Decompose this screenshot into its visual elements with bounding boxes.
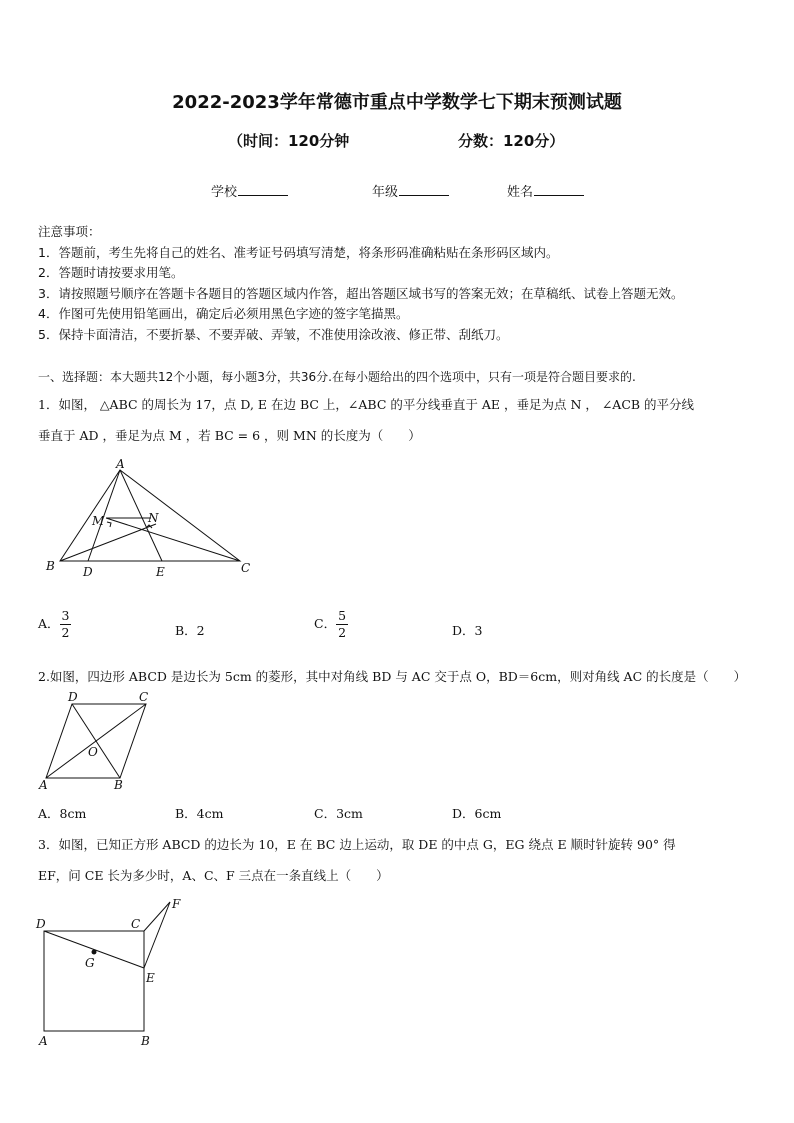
- notes-heading: 注意事项：: [38, 224, 101, 239]
- label-d: D: [36, 917, 46, 931]
- note-item: 1．答题前，考生先将自己的姓名、准考证号码填写清楚，将条形码准确粘贴在条形码区域内。: [38, 244, 559, 260]
- diagonal-ac: [46, 704, 146, 778]
- label-e: E: [156, 565, 165, 579]
- label-a: A: [116, 457, 125, 471]
- page-title: 2022-2023学年常德市重点中学数学七下期末预测试题: [172, 92, 622, 113]
- label-c: C: [131, 917, 141, 931]
- q2-text: 2.如图，四边形 ABCD 是边长为 5cm 的菱形，其中对角线 BD 与 AC 交于点 O，BD＝6cm，则对角线 AC 的长度是（ ）: [38, 669, 747, 684]
- bisector-c: [106, 518, 240, 561]
- segment-cf: [144, 902, 170, 931]
- school-blank: [238, 183, 288, 196]
- q1-option-a[interactable]: [38, 608, 71, 641]
- label-m: M: [92, 514, 105, 528]
- q3-figure: [34, 896, 194, 1054]
- q2-option-b[interactable]: B．4cm: [175, 806, 224, 821]
- exam-score: 分数：120分）: [458, 132, 565, 150]
- notes-block: [38, 222, 683, 345]
- grade-field: [372, 181, 449, 200]
- fraction-numerator: 3: [61, 608, 70, 623]
- label-o: O: [88, 745, 98, 759]
- q1-option-c[interactable]: [314, 608, 348, 641]
- label-n: N: [148, 511, 159, 525]
- segment-ef: [144, 902, 170, 968]
- q2-option-c[interactable]: C．3cm: [314, 806, 363, 821]
- q1-figure: [40, 456, 270, 582]
- q3-line1: 3．如图，已知正方形 ABCD 的边长为 10，E 在 BC 边上运动，取 DE 的中点 G，EG 绕点 E 顺时针旋转 90° 得: [38, 837, 676, 852]
- q3-line2: EF，问 CE 长为多少时，A、C、F 三点在一条直线上（ ）: [38, 868, 389, 883]
- q2-option-d[interactable]: D．6cm: [452, 806, 502, 821]
- q1-line1: 1．如图， △ABC 的周长为 17，点 D, E 在边 BC 上，∠ABC 的平分线垂直于 AE ，垂足为点 N ， ∠ACB 的平分线: [38, 397, 695, 412]
- q2-figure: [36, 688, 166, 794]
- grade-label: 年级: [372, 185, 399, 200]
- label-d: D: [83, 565, 93, 579]
- label-b: B: [141, 1034, 150, 1048]
- option-c-prefix: C．: [314, 616, 337, 631]
- fraction-3-2: [60, 608, 72, 641]
- label-b: B: [114, 778, 123, 792]
- point-g: [92, 950, 97, 955]
- label-e: E: [146, 971, 155, 985]
- label-a: A: [39, 1034, 48, 1048]
- option-a-prefix: A．: [38, 616, 60, 631]
- label-c: C: [139, 690, 149, 704]
- label-d: D: [68, 690, 78, 704]
- note-item: 2．答题时请按要求用笔。: [38, 265, 184, 280]
- q1-option-d[interactable]: D．3: [452, 623, 483, 638]
- q1-line2: 垂直于 AD ，垂足为点 M ，若 BC = 6 ，则 MN 的长度为（ ）: [38, 428, 421, 443]
- exam-time: （时间：120分钟: [228, 132, 350, 150]
- right-angle-m: [107, 522, 111, 527]
- label-a: A: [39, 778, 48, 792]
- note-item: 4．作图可先使用铅笔画出，确定后必须用黑色字迹的签字笔描黑。: [38, 306, 409, 321]
- fraction-5-2: [336, 608, 348, 641]
- fraction-denominator: 2: [338, 625, 347, 640]
- name-blank: [534, 183, 584, 196]
- note-item: 3．请按照题号顺序在答题卡各题目的答题区域内作答，超出答题区域书写的答案无效；在草稿纸、试卷上答题无效。: [38, 285, 684, 301]
- section-heading: 一、选择题：本大题共12个小题，每小题3分，共36分.在每小题给出的四个选项中，只有一项是符合题目要求的.: [38, 370, 636, 384]
- square-abcd: [44, 931, 144, 1031]
- grade-blank: [399, 183, 449, 196]
- fraction-numerator: 5: [338, 608, 347, 623]
- school-field: [211, 181, 288, 200]
- label-g: G: [85, 956, 95, 970]
- fraction-denominator: 2: [61, 625, 70, 640]
- name-label: 姓名: [507, 185, 534, 200]
- label-c: C: [241, 561, 251, 575]
- name-field: [507, 181, 584, 200]
- note-item: 5．保持卡面清洁，不要折暴、不要弄破、弄皱，不准使用涂改液、修正带、刮纸刀。: [38, 326, 509, 342]
- school-label: 学校: [211, 185, 238, 200]
- q2-option-a[interactable]: A．8cm: [38, 806, 87, 821]
- q1-option-b[interactable]: B．2: [175, 623, 205, 638]
- label-f: F: [172, 897, 181, 911]
- label-b: B: [46, 559, 55, 573]
